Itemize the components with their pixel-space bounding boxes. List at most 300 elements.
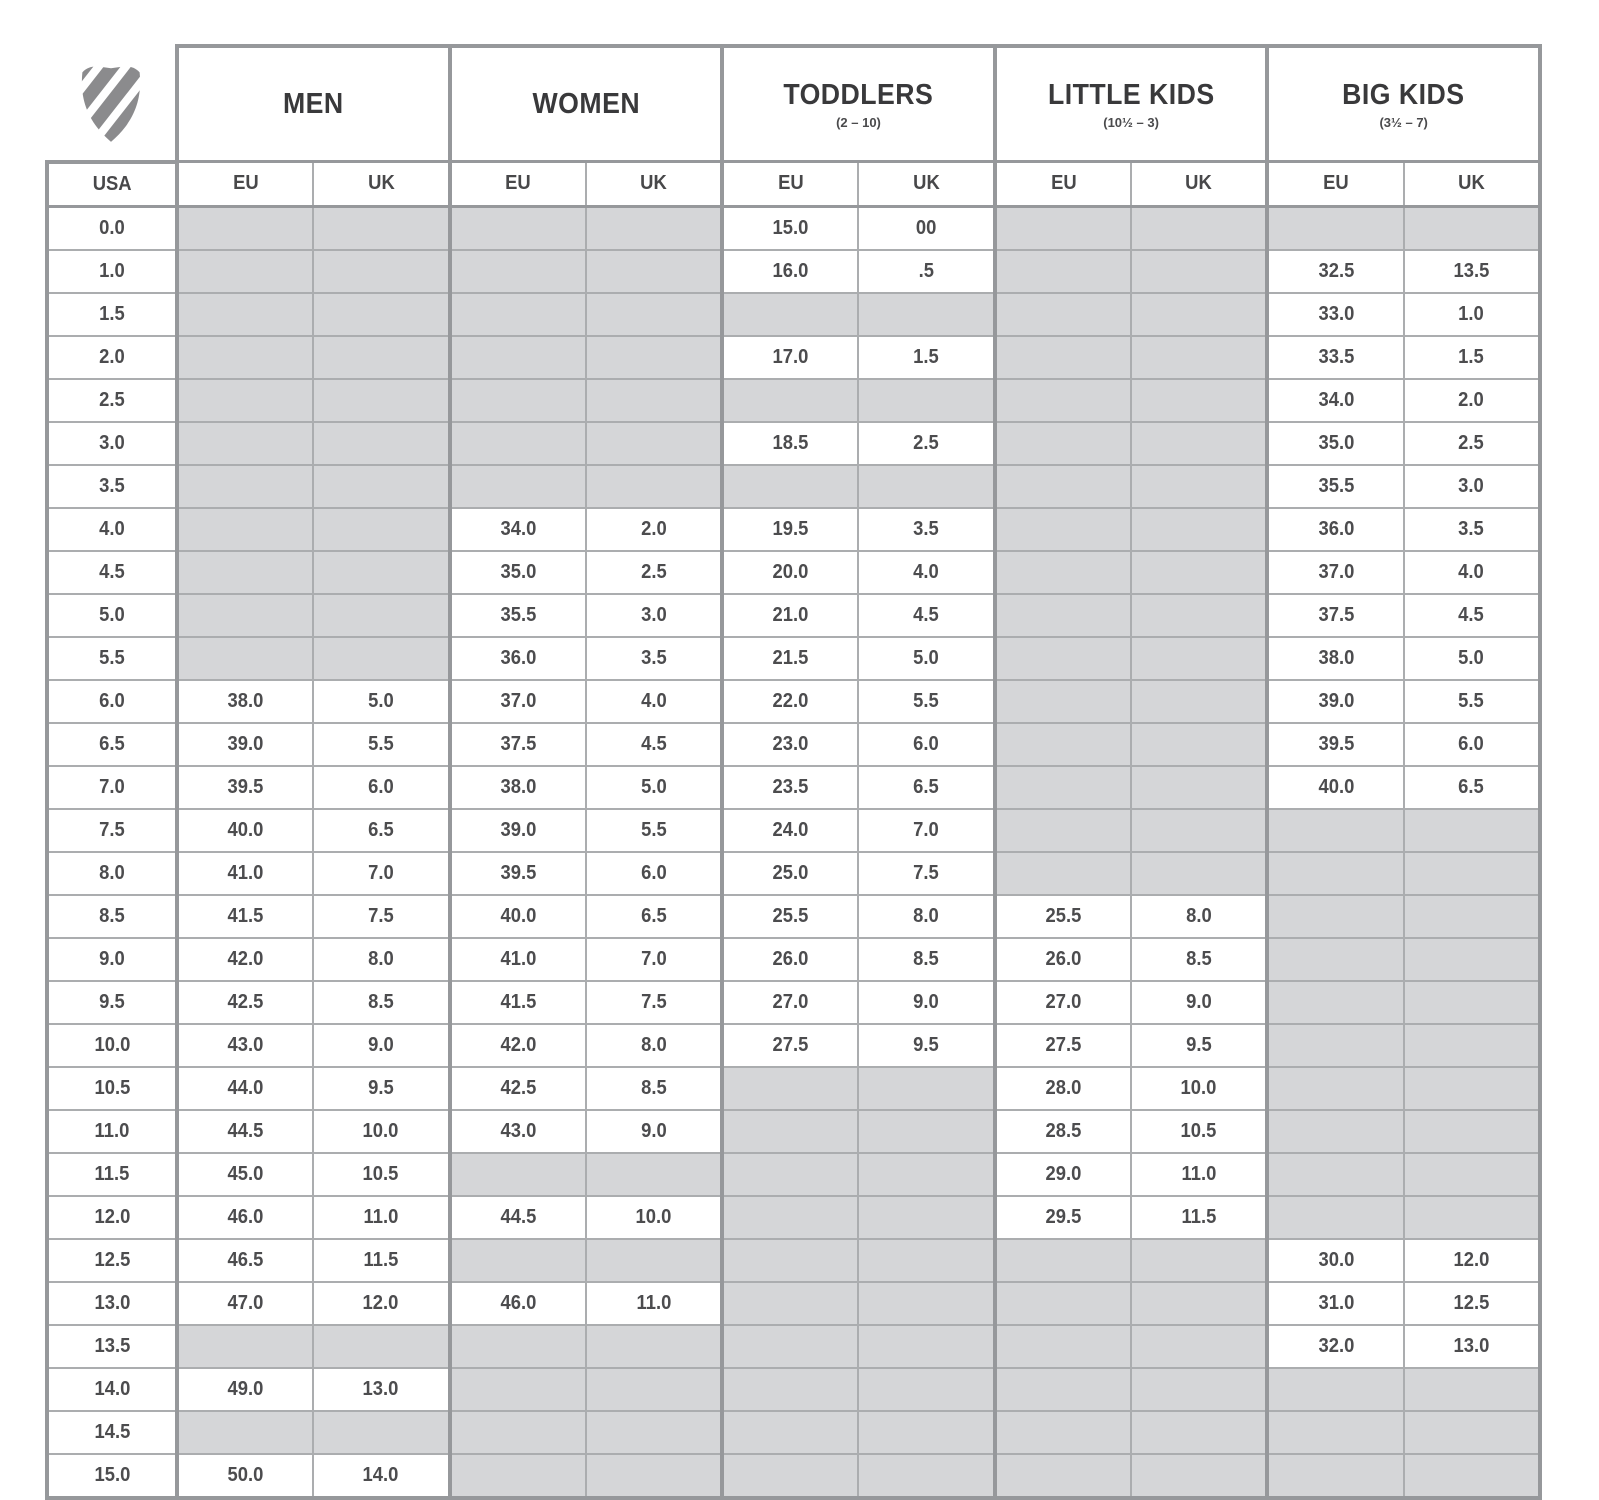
empty-cell xyxy=(995,336,1131,379)
empty-cell xyxy=(1131,1454,1267,1498)
size-cell: 8.5 xyxy=(1131,938,1267,981)
empty-cell xyxy=(450,1153,586,1196)
empty-cell xyxy=(722,1411,858,1454)
size-cell: 44.5 xyxy=(177,1110,313,1153)
empty-cell xyxy=(995,809,1131,852)
empty-cell xyxy=(313,422,449,465)
size-cell: 9.0 xyxy=(313,1024,449,1067)
empty-cell xyxy=(858,1196,994,1239)
empty-cell xyxy=(722,1282,858,1325)
empty-cell xyxy=(1267,1196,1403,1239)
empty-cell xyxy=(313,508,449,551)
empty-cell xyxy=(1267,809,1403,852)
size-cell: 9.0 xyxy=(858,981,994,1024)
group-header-men xyxy=(177,46,450,162)
group-subtitle: (3½ – 7) xyxy=(1379,114,1428,130)
size-cell: 21.0 xyxy=(722,594,858,637)
table-row xyxy=(47,723,1540,766)
size-cell: 4.0 xyxy=(1404,551,1540,594)
size-cell: 42.5 xyxy=(450,1067,586,1110)
size-cell: 4.0 xyxy=(858,551,994,594)
table-row xyxy=(47,1368,1540,1411)
size-cell: 7.5 xyxy=(586,981,722,1024)
empty-cell xyxy=(450,293,586,336)
empty-cell xyxy=(858,293,994,336)
size-cell: 6.5 xyxy=(47,723,177,766)
empty-cell xyxy=(1267,1411,1403,1454)
empty-cell xyxy=(995,422,1131,465)
size-cell: 5.5 xyxy=(313,723,449,766)
size-cell: 00 xyxy=(858,206,994,250)
size-cell: 2.0 xyxy=(1404,379,1540,422)
size-cell: 7.0 xyxy=(47,766,177,809)
size-cell: 12.0 xyxy=(1404,1239,1540,1282)
size-cell: 7.0 xyxy=(586,938,722,981)
size-cell: 30.0 xyxy=(1267,1239,1403,1282)
size-cell: 12.5 xyxy=(1404,1282,1540,1325)
size-cell: 7.0 xyxy=(313,852,449,895)
size-cell: 40.0 xyxy=(1267,766,1403,809)
table-row xyxy=(47,508,1540,551)
empty-cell xyxy=(177,465,313,508)
size-cell: 11.0 xyxy=(1131,1153,1267,1196)
empty-cell xyxy=(1267,1067,1403,1110)
size-cell: 8.5 xyxy=(47,895,177,938)
empty-cell xyxy=(1404,1368,1540,1411)
table-row xyxy=(47,1454,1540,1498)
size-cell: 20.0 xyxy=(722,551,858,594)
size-cell: 39.0 xyxy=(1267,680,1403,723)
table-row xyxy=(47,1024,1540,1067)
size-cell: 6.5 xyxy=(586,895,722,938)
empty-cell xyxy=(1131,723,1267,766)
size-cell: 44.5 xyxy=(450,1196,586,1239)
size-cell: 10.0 xyxy=(1131,1067,1267,1110)
empty-cell xyxy=(1404,206,1540,250)
empty-cell xyxy=(995,1411,1131,1454)
empty-cell xyxy=(722,1454,858,1498)
empty-cell xyxy=(1267,895,1403,938)
size-cell: 6.5 xyxy=(858,766,994,809)
empty-cell xyxy=(995,852,1131,895)
empty-cell xyxy=(1404,981,1540,1024)
empty-cell xyxy=(995,1454,1131,1498)
size-cell: 25.0 xyxy=(722,852,858,895)
empty-cell xyxy=(1131,594,1267,637)
empty-cell xyxy=(177,508,313,551)
empty-cell xyxy=(722,465,858,508)
empty-cell xyxy=(586,250,722,293)
size-cell: 17.0 xyxy=(722,336,858,379)
empty-cell xyxy=(858,1368,994,1411)
table-row xyxy=(47,465,1540,508)
size-cell: 11.5 xyxy=(313,1239,449,1282)
col-header-toddlers-uk: UK xyxy=(858,162,994,207)
empty-cell xyxy=(1131,766,1267,809)
size-cell: 2.0 xyxy=(47,336,177,379)
col-header-usa: USA xyxy=(47,162,177,207)
empty-cell xyxy=(1131,206,1267,250)
table-row xyxy=(47,1153,1540,1196)
empty-cell xyxy=(1131,551,1267,594)
empty-cell xyxy=(722,1368,858,1411)
empty-cell xyxy=(1131,465,1267,508)
empty-cell xyxy=(858,465,994,508)
size-cell: 4.5 xyxy=(586,723,722,766)
empty-cell xyxy=(1404,809,1540,852)
empty-cell xyxy=(177,594,313,637)
size-cell: 7.5 xyxy=(47,809,177,852)
empty-cell xyxy=(858,1239,994,1282)
size-cell: 37.0 xyxy=(450,680,586,723)
size-cell: 33.5 xyxy=(1267,336,1403,379)
size-cell: 24.0 xyxy=(722,809,858,852)
empty-cell xyxy=(450,250,586,293)
group-subtitle: (2 – 10) xyxy=(836,114,881,130)
empty-cell xyxy=(177,336,313,379)
size-cell: 41.5 xyxy=(450,981,586,1024)
empty-cell xyxy=(1267,206,1403,250)
size-cell: 40.0 xyxy=(177,809,313,852)
size-cell: 46.5 xyxy=(177,1239,313,1282)
size-cell: 6.5 xyxy=(1404,766,1540,809)
size-cell: 3.5 xyxy=(47,465,177,508)
size-cell: 35.5 xyxy=(1267,465,1403,508)
size-cell: 5.0 xyxy=(586,766,722,809)
empty-cell xyxy=(1404,938,1540,981)
table-row xyxy=(47,981,1540,1024)
empty-cell xyxy=(586,379,722,422)
empty-cell xyxy=(1131,1239,1267,1282)
empty-cell xyxy=(177,1325,313,1368)
col-header-men-uk: UK xyxy=(313,162,449,207)
size-cell: 6.0 xyxy=(313,766,449,809)
empty-cell xyxy=(450,1411,586,1454)
table-row xyxy=(47,379,1540,422)
empty-cell xyxy=(313,379,449,422)
size-cell: 13.0 xyxy=(47,1282,177,1325)
empty-cell xyxy=(450,379,586,422)
empty-cell xyxy=(995,637,1131,680)
col-header-little-kids-eu: EU xyxy=(995,162,1131,207)
size-cell: 46.0 xyxy=(450,1282,586,1325)
group-header-women xyxy=(450,46,723,162)
size-cell: 5.5 xyxy=(858,680,994,723)
size-cell: 8.0 xyxy=(858,895,994,938)
empty-cell xyxy=(995,1368,1131,1411)
size-cell: 4.5 xyxy=(47,551,177,594)
size-cell: 14.0 xyxy=(313,1454,449,1498)
size-cell: 5.0 xyxy=(1404,637,1540,680)
size-cell: 45.0 xyxy=(177,1153,313,1196)
size-cell: 2.5 xyxy=(1404,422,1540,465)
size-cell: 9.5 xyxy=(1131,1024,1267,1067)
size-cell: 4.5 xyxy=(1404,594,1540,637)
empty-cell xyxy=(177,379,313,422)
empty-cell xyxy=(858,1411,994,1454)
size-cell: 5.5 xyxy=(47,637,177,680)
empty-cell xyxy=(722,1196,858,1239)
empty-cell xyxy=(586,465,722,508)
size-table-body xyxy=(47,206,1540,1498)
empty-cell xyxy=(995,766,1131,809)
size-cell: 38.0 xyxy=(450,766,586,809)
table-row xyxy=(47,293,1540,336)
empty-cell xyxy=(450,336,586,379)
size-cell: 50.0 xyxy=(177,1454,313,1498)
table-row xyxy=(47,422,1540,465)
empty-cell xyxy=(1404,1411,1540,1454)
size-cell: 15.0 xyxy=(47,1454,177,1498)
empty-cell xyxy=(1267,1024,1403,1067)
size-cell: 11.0 xyxy=(313,1196,449,1239)
size-cell: 13.0 xyxy=(1404,1325,1540,1368)
empty-cell xyxy=(995,206,1131,250)
size-cell: 4.0 xyxy=(586,680,722,723)
empty-cell xyxy=(722,1153,858,1196)
empty-cell xyxy=(313,293,449,336)
size-cell: 2.0 xyxy=(586,508,722,551)
empty-cell xyxy=(450,1239,586,1282)
group-label: WOMEN xyxy=(532,87,640,120)
empty-cell xyxy=(1131,1325,1267,1368)
size-cell: 39.5 xyxy=(1267,723,1403,766)
empty-cell xyxy=(1131,809,1267,852)
empty-cell xyxy=(586,206,722,250)
size-cell: 7.5 xyxy=(313,895,449,938)
size-cell: 41.0 xyxy=(177,852,313,895)
group-header-row xyxy=(47,46,1540,162)
empty-cell xyxy=(1404,1110,1540,1153)
empty-cell xyxy=(1131,508,1267,551)
size-cell: 13.5 xyxy=(47,1325,177,1368)
col-header-big-kids-uk: UK xyxy=(1404,162,1540,207)
size-cell: 6.0 xyxy=(858,723,994,766)
size-cell: 47.0 xyxy=(177,1282,313,1325)
size-cell: 27.0 xyxy=(995,981,1131,1024)
empty-cell xyxy=(995,465,1131,508)
size-cell: 19.5 xyxy=(722,508,858,551)
size-cell: 8.5 xyxy=(313,981,449,1024)
size-cell: 12.5 xyxy=(47,1239,177,1282)
size-cell: 5.0 xyxy=(313,680,449,723)
size-cell: 11.5 xyxy=(1131,1196,1267,1239)
empty-cell xyxy=(1131,250,1267,293)
empty-cell xyxy=(1267,852,1403,895)
group-header-toddlers xyxy=(722,46,995,162)
size-cell: 4.5 xyxy=(858,594,994,637)
size-cell: 1.0 xyxy=(47,250,177,293)
empty-cell xyxy=(1267,1454,1403,1498)
size-cell: 7.0 xyxy=(858,809,994,852)
size-cell: 41.5 xyxy=(177,895,313,938)
size-cell: 21.5 xyxy=(722,637,858,680)
size-cell: 8.0 xyxy=(313,938,449,981)
table-row xyxy=(47,206,1540,250)
table-row xyxy=(47,809,1540,852)
size-cell: 28.0 xyxy=(995,1067,1131,1110)
empty-cell xyxy=(995,1239,1131,1282)
size-cell: 36.0 xyxy=(450,637,586,680)
empty-cell xyxy=(1267,1368,1403,1411)
size-cell: 39.0 xyxy=(177,723,313,766)
size-cell: 26.0 xyxy=(722,938,858,981)
empty-cell xyxy=(177,250,313,293)
empty-cell xyxy=(313,206,449,250)
empty-cell xyxy=(858,1282,994,1325)
empty-cell xyxy=(313,1411,449,1454)
size-cell: 3.5 xyxy=(586,637,722,680)
size-cell: 34.0 xyxy=(1267,379,1403,422)
size-cell: 32.5 xyxy=(1267,250,1403,293)
size-cell: 46.0 xyxy=(177,1196,313,1239)
size-cell: 10.0 xyxy=(586,1196,722,1239)
table-row xyxy=(47,766,1540,809)
size-cell: 22.0 xyxy=(722,680,858,723)
size-cell: 10.5 xyxy=(47,1067,177,1110)
table-row xyxy=(47,637,1540,680)
empty-cell xyxy=(1267,938,1403,981)
empty-cell xyxy=(450,465,586,508)
size-cell: 39.0 xyxy=(450,809,586,852)
size-cell: 37.0 xyxy=(1267,551,1403,594)
col-header-toddlers-eu: EU xyxy=(722,162,858,207)
size-cell: 42.5 xyxy=(177,981,313,1024)
size-cell: 10.5 xyxy=(1131,1110,1267,1153)
empty-cell xyxy=(450,1325,586,1368)
group-header-little-kids xyxy=(995,46,1268,162)
empty-cell xyxy=(858,1153,994,1196)
col-header-big-kids-eu: EU xyxy=(1267,162,1403,207)
empty-cell xyxy=(1131,852,1267,895)
size-cell: 27.0 xyxy=(722,981,858,1024)
size-cell: 9.0 xyxy=(586,1110,722,1153)
empty-cell xyxy=(313,637,449,680)
empty-cell xyxy=(1131,1411,1267,1454)
size-cell: 14.0 xyxy=(47,1368,177,1411)
table-row xyxy=(47,1325,1540,1368)
size-cell: 11.0 xyxy=(47,1110,177,1153)
empty-cell xyxy=(586,422,722,465)
empty-cell xyxy=(1404,895,1540,938)
empty-cell xyxy=(586,336,722,379)
size-cell: 8.0 xyxy=(586,1024,722,1067)
empty-cell xyxy=(313,465,449,508)
size-cell: 27.5 xyxy=(995,1024,1131,1067)
column-header-row xyxy=(47,162,1540,207)
size-cell: 9.0 xyxy=(47,938,177,981)
empty-cell xyxy=(995,1282,1131,1325)
size-cell: 0.0 xyxy=(47,206,177,250)
size-cell: 3.0 xyxy=(47,422,177,465)
size-cell: 33.0 xyxy=(1267,293,1403,336)
table-row xyxy=(47,1196,1540,1239)
size-cell: 36.0 xyxy=(1267,508,1403,551)
empty-cell xyxy=(586,1411,722,1454)
empty-cell xyxy=(858,1067,994,1110)
size-cell: 6.5 xyxy=(313,809,449,852)
size-cell: 27.5 xyxy=(722,1024,858,1067)
empty-cell xyxy=(586,1325,722,1368)
empty-cell xyxy=(450,422,586,465)
size-conversion-table xyxy=(45,44,1542,1500)
size-cell: 3.0 xyxy=(1404,465,1540,508)
size-cell: 39.5 xyxy=(177,766,313,809)
size-cell: 9.5 xyxy=(313,1067,449,1110)
size-cell: 10.5 xyxy=(313,1153,449,1196)
size-cell: 13.5 xyxy=(1404,250,1540,293)
empty-cell xyxy=(313,1325,449,1368)
table-row xyxy=(47,594,1540,637)
size-cell: 18.5 xyxy=(722,422,858,465)
size-cell: 12.0 xyxy=(47,1196,177,1239)
size-cell: 9.5 xyxy=(858,1024,994,1067)
table-row xyxy=(47,250,1540,293)
empty-cell xyxy=(722,293,858,336)
empty-cell xyxy=(1404,1067,1540,1110)
empty-cell xyxy=(722,1067,858,1110)
size-cell: 9.5 xyxy=(47,981,177,1024)
table-row xyxy=(47,551,1540,594)
empty-cell xyxy=(858,1325,994,1368)
size-cell: 14.5 xyxy=(47,1411,177,1454)
size-cell: 10.0 xyxy=(313,1110,449,1153)
empty-cell xyxy=(1131,637,1267,680)
empty-cell xyxy=(586,1153,722,1196)
group-label: TODDLERS xyxy=(783,78,934,111)
size-cell: 8.0 xyxy=(47,852,177,895)
empty-cell xyxy=(1404,1153,1540,1196)
size-cell: 28.5 xyxy=(995,1110,1131,1153)
group-label: MEN xyxy=(282,87,344,120)
size-cell: 6.0 xyxy=(47,680,177,723)
size-cell: 32.0 xyxy=(1267,1325,1403,1368)
table-row xyxy=(47,336,1540,379)
empty-cell xyxy=(313,594,449,637)
size-cell: 43.0 xyxy=(450,1110,586,1153)
empty-cell xyxy=(858,379,994,422)
size-cell: 16.0 xyxy=(722,250,858,293)
size-cell: 6.0 xyxy=(1404,723,1540,766)
table-row xyxy=(47,1282,1540,1325)
size-cell: 37.5 xyxy=(1267,594,1403,637)
empty-cell xyxy=(1267,981,1403,1024)
size-cell: 29.5 xyxy=(995,1196,1131,1239)
size-cell: 25.5 xyxy=(722,895,858,938)
size-cell: 1.0 xyxy=(1404,293,1540,336)
size-cell: 2.5 xyxy=(858,422,994,465)
size-cell: 5.5 xyxy=(1404,680,1540,723)
empty-cell xyxy=(1267,1153,1403,1196)
col-header-women-eu: EU xyxy=(450,162,586,207)
empty-cell xyxy=(313,250,449,293)
group-label: LITTLE KIDS xyxy=(1047,78,1215,111)
empty-cell xyxy=(1404,1024,1540,1067)
group-header-big-kids xyxy=(1267,46,1540,162)
size-cell: 25.5 xyxy=(995,895,1131,938)
size-cell: 11.5 xyxy=(47,1153,177,1196)
empty-cell xyxy=(450,1454,586,1498)
col-header-women-uk: UK xyxy=(586,162,722,207)
size-cell: 44.0 xyxy=(177,1067,313,1110)
size-cell: .5 xyxy=(858,250,994,293)
size-cell: 8.0 xyxy=(1131,895,1267,938)
size-cell: 31.0 xyxy=(1267,1282,1403,1325)
size-cell: 39.5 xyxy=(450,852,586,895)
size-cell: 1.5 xyxy=(1404,336,1540,379)
empty-cell xyxy=(1131,680,1267,723)
group-subtitle: (10½ – 3) xyxy=(1103,114,1159,130)
